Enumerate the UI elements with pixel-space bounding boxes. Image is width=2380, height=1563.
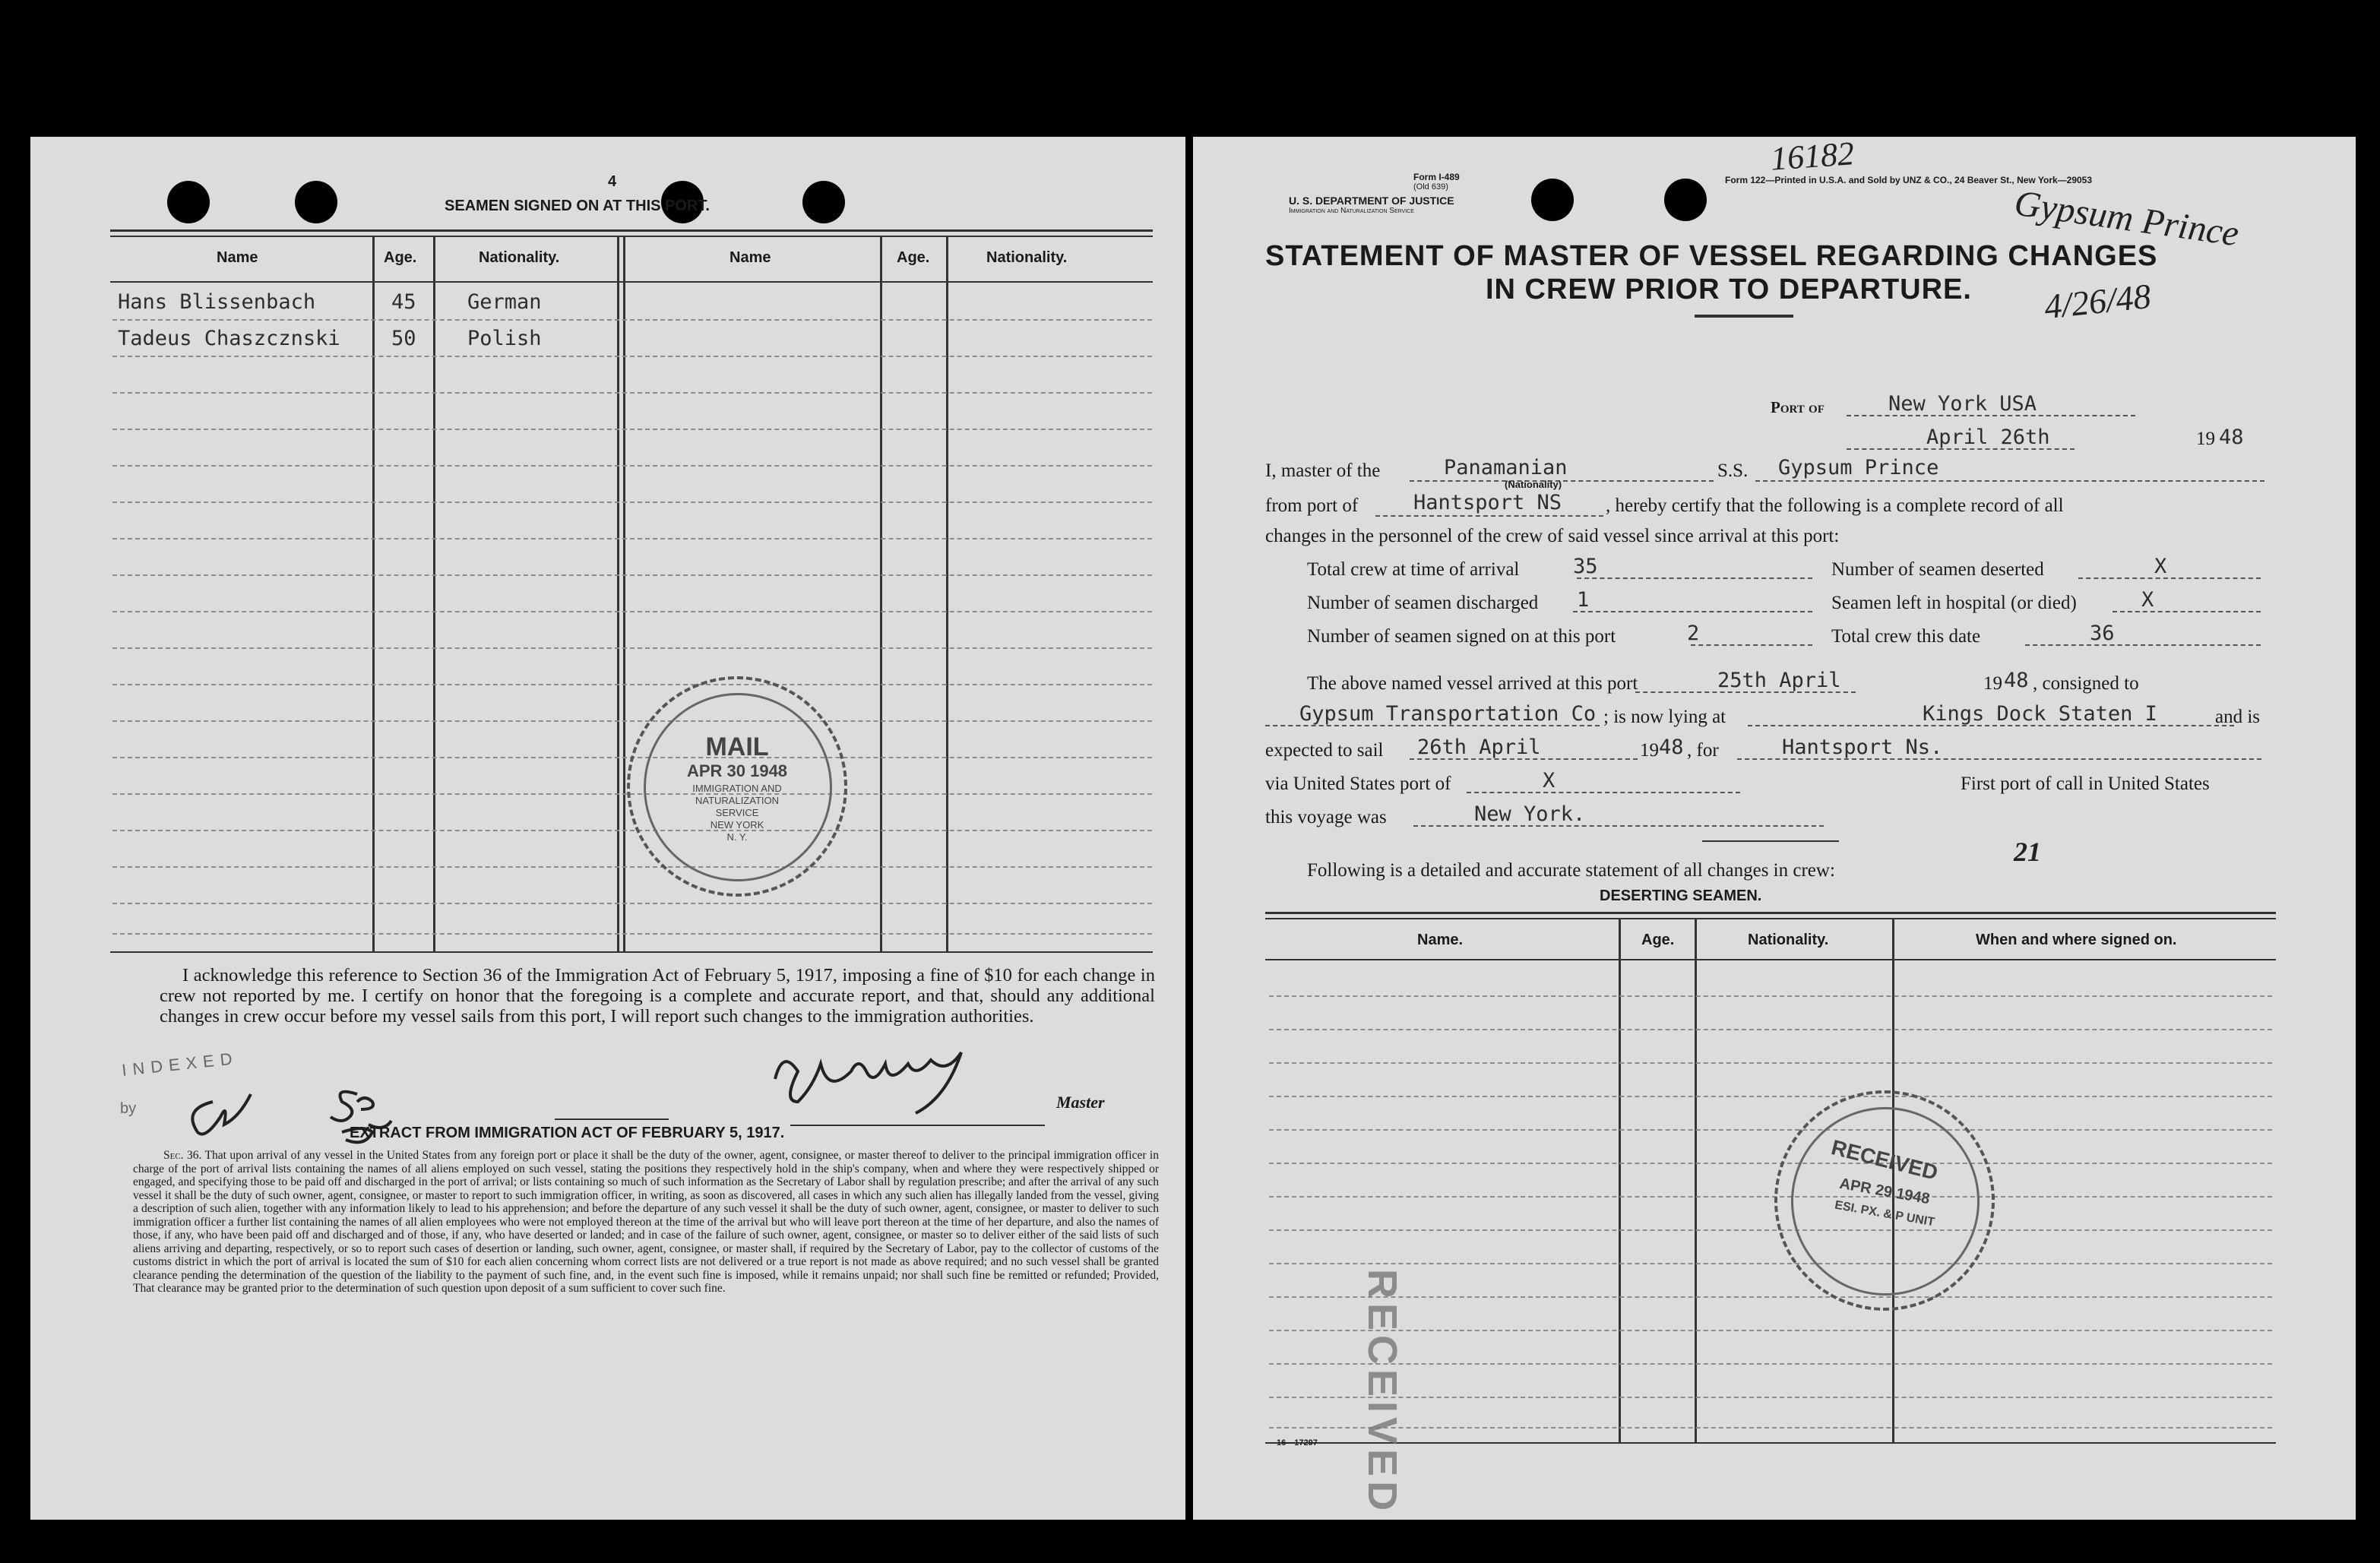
indexed-by-label: by bbox=[120, 1100, 137, 1117]
vessel-line bbox=[1755, 480, 2264, 482]
arrived-year: 48 bbox=[2004, 669, 2029, 692]
lying-value: Kings Dock Staten I bbox=[1923, 702, 2157, 726]
deserting-title: DESERTING SEAMEN. bbox=[1600, 887, 1762, 904]
row-nationality: German bbox=[467, 290, 542, 314]
mail-stamp-date: APR 30 1948 bbox=[686, 761, 788, 780]
for-value: Hantsport Ns. bbox=[1782, 736, 1943, 759]
deserting-col-name: Name. bbox=[1417, 932, 1464, 948]
form-old: (Old 639) bbox=[1413, 182, 1448, 191]
received-stamp-top: RECEIVED bbox=[1828, 1135, 1941, 1185]
received-stamp-unit: ESI. PX. & P UNIT bbox=[1834, 1198, 1936, 1229]
expected-label: expected to sail bbox=[1265, 740, 1384, 761]
row-name: Tadeus Chaszcznski bbox=[118, 327, 340, 350]
via-value: X bbox=[1543, 769, 1556, 793]
mail-stamp-top: MAIL bbox=[705, 732, 769, 761]
stat-value: 36 bbox=[2090, 622, 2115, 645]
stat-value: X bbox=[2141, 588, 2154, 612]
from-port-label: from port of bbox=[1265, 495, 1359, 516]
deserting-bottom-rule bbox=[1265, 1442, 2276, 1444]
deserting-row-rule bbox=[1269, 1196, 2272, 1198]
mail-stamp bbox=[627, 676, 847, 897]
mail-stamp-line: NATURALIZATION bbox=[695, 795, 780, 806]
col-header-name-2: Name bbox=[730, 249, 771, 266]
consignee-value: Gypsum Transportation Co bbox=[1299, 702, 1597, 726]
row-rule bbox=[112, 933, 1152, 935]
acknowledgement-text: I acknowledge this reference to Section 36 of the Immigration Act of February 5, 1917, imposing a fine of $10 for each change in crew not reported by me. I certify on honor that the foregoing is a complete and accurate report, and that, should any additional changes in crew occur before my vessel sails from this port, I will report such changes to the immigration authorities. bbox=[160, 965, 1155, 1027]
col-divider bbox=[623, 236, 625, 953]
title-rule bbox=[1695, 315, 1793, 318]
stat-label: Total crew this date bbox=[1831, 626, 1981, 647]
deserting-row-rule bbox=[1269, 995, 2272, 997]
vessel-prefix: S.S. bbox=[1717, 460, 1749, 481]
mail-stamp-line: N. Y. bbox=[726, 831, 748, 843]
stat-line bbox=[2078, 577, 2261, 579]
printer-note: Form 122—Printed in U.S.A. and Sold by UNZ & CO., 24 Beaver St., New York—29053 bbox=[1725, 175, 2093, 185]
arrived-value: 25th April bbox=[1717, 669, 1841, 692]
lying-label: ; is now lying at bbox=[1603, 707, 1726, 727]
row-name: Hans Blissenbach bbox=[118, 290, 316, 314]
voyage-value: New York. bbox=[1474, 802, 1586, 826]
from-port-value: Hantsport NS bbox=[1413, 491, 1562, 514]
col-divider bbox=[617, 236, 619, 953]
row-rule bbox=[112, 866, 1152, 868]
punch-hole bbox=[1531, 179, 1574, 221]
via-line bbox=[1467, 792, 1740, 793]
row-rule bbox=[112, 684, 1152, 685]
deserting-row-rule bbox=[1269, 1263, 2272, 1264]
deserting-row-rule bbox=[1269, 1062, 2272, 1064]
side-received-stamp: RECEIVED bbox=[1359, 1269, 1405, 1516]
year-prefix: 19 bbox=[2196, 429, 2215, 449]
punch-hole bbox=[167, 181, 210, 223]
row-age: 45 bbox=[391, 290, 416, 314]
row-rule bbox=[112, 903, 1152, 904]
deserting-row-rule bbox=[1269, 1397, 2272, 1398]
stat-value: 2 bbox=[1687, 622, 1700, 645]
header-rule bbox=[110, 281, 1153, 283]
row-rule bbox=[112, 501, 1152, 503]
col-header-nationality-2: Nationality. bbox=[986, 249, 1068, 266]
first-port-label: First port of call in United States bbox=[1961, 774, 2210, 794]
changes-text: changes in the personnel of the crew of said vessel since arrival at this port: bbox=[1265, 526, 1840, 546]
following-text: Following is a detailed and accurate statement of all changes in crew: bbox=[1307, 860, 1835, 881]
deserting-col-when-where: When and where signed on. bbox=[1976, 932, 2177, 948]
from-port-line bbox=[1375, 515, 1603, 517]
port-of-label: Port of bbox=[1771, 398, 1825, 416]
col-divider bbox=[946, 236, 948, 953]
vessel-value: Gypsum Prince bbox=[1778, 456, 1939, 479]
deserting-row-rule bbox=[1269, 1363, 2272, 1365]
deserting-top-rule bbox=[1265, 912, 2276, 914]
table-bottom-rule bbox=[110, 951, 1153, 953]
deserting-row-rule bbox=[1269, 1427, 2272, 1429]
col-header-nationality: Nationality. bbox=[479, 249, 560, 266]
row-rule bbox=[112, 465, 1152, 467]
received-stamp-date: APR 29 1948 bbox=[1838, 1175, 1932, 1208]
year-value: 48 bbox=[2219, 426, 2244, 449]
title-line-2: IN CREW PRIOR TO DEPARTURE. bbox=[1486, 274, 1972, 305]
page-number: 4 bbox=[608, 173, 617, 190]
row-rule bbox=[112, 538, 1152, 539]
master-line bbox=[790, 1125, 1045, 1126]
and-is-label: and is bbox=[2215, 707, 2261, 727]
extract-text bbox=[133, 1149, 1159, 1296]
deserting-row-rule bbox=[1269, 1296, 2272, 1298]
deserting-header-rule bbox=[1265, 959, 2276, 960]
stat-line bbox=[1577, 577, 1812, 579]
table-top-rule bbox=[110, 229, 1153, 232]
port-of-value: New York USA bbox=[1888, 392, 2037, 416]
nationality-value: Panamanian bbox=[1444, 456, 1568, 479]
for-label: , for bbox=[1687, 740, 1719, 761]
date-value: April 26th bbox=[1926, 426, 2050, 449]
extract-title: EXTRACT FROM IMMIGRATION ACT OF FEBRUARY 5, 1917. bbox=[350, 1125, 785, 1141]
stat-value: X bbox=[2154, 555, 2167, 578]
row-rule bbox=[112, 720, 1152, 722]
punch-hole bbox=[802, 181, 845, 223]
arrived-label: The above named vessel arrived at this port bbox=[1307, 673, 1638, 694]
title-line-1: STATEMENT OF MASTER OF VESSEL REGARDING CHANGES bbox=[1265, 240, 2158, 272]
nationality-caption: (Nationality) bbox=[1505, 479, 1562, 490]
deserting-row-rule bbox=[1269, 1029, 2272, 1030]
stat-label: Seamen left in hospital (or died) bbox=[1831, 593, 2077, 613]
col-header-age: Age. bbox=[384, 249, 417, 266]
stat-value: 1 bbox=[1577, 588, 1590, 612]
stat-label: Number of seamen signed on at this port bbox=[1307, 626, 1616, 647]
expected-value: 26th April bbox=[1417, 736, 1541, 759]
row-nationality: Polish bbox=[467, 327, 542, 350]
deserting-row-rule bbox=[1269, 1129, 2272, 1131]
form-label: Form I-489 bbox=[1413, 172, 1460, 182]
deserting-row-rule bbox=[1269, 1229, 2272, 1231]
expected-year-prefix: 19 bbox=[1640, 740, 1659, 761]
master-signature bbox=[760, 1041, 988, 1117]
deserting-row-rule bbox=[1269, 1330, 2272, 1331]
master-of-the-label: I, master of the bbox=[1265, 460, 1381, 481]
certify-text: , hereby certify that the following is a complete record of all bbox=[1606, 495, 2064, 516]
extract-body: That upon arrival of any vessel in the United States from any foreign port or place it shall be the duty of the owner, agent, consignee, or master thereof to deliver to the principal immigration officer in charge of the port of arrival lists containing the names of all aliens employed on such vessel, stating the positions they respectively hold in the ship's company, when and where they were respectively shipped or engaged, and specifying those to be paid off and discharged in the port of arrival; or lists containing so much of such information as the Secretary of Labor shall by regulation prescribe; and after the arrival of any such vessel it shall be the duty of such owner, agent, consignee, or master to report to such immigration officer, in writing, as soon as discovered, all cases in which any such alien has illegally landed from the vessel, giving a description of such alien, together with any information likely to lead to his apprehension; and before the departure of any such vessel it shall be the duty of such owner, agent, consignee, or master to deliver to such immigration officer a further list containing the names of all alien employees who were not employed thereon at the time of the arrival but who will leave port thereon at the time of her departure, and also the names of those, if any, who have been paid off and discharged and of those, if any, who have deserted or landed; and in case of the failure of such owner, agent, consignee, or master so to deliver either of the said lists of such aliens arriving and departing, respectively, or so to report such cases of desertion or landing, such owner, agent, consignee, or master shall, if required by the Secretary of Labor, pay to the collector of customs of the customs district in which the port of arrival is located the sum of $10 for each alien concerning whom correct lists are not delivered or a true report is not made as above required; and no such vessel shall be granted clearance pending the determination of the question of the liability to the payment of such fine, and, in the event such fine is imposed, while it remains unpaid; nor shall such fine be remitted or refunded; Provided, That clearance may be granted prior to the determination of such question upon deposit of a sum sufficient to cover such fine. bbox=[133, 1149, 1159, 1295]
mail-stamp-line: IMMIGRATION AND bbox=[692, 783, 782, 794]
col-divider bbox=[433, 236, 435, 953]
footer-code: 16—17297 bbox=[1277, 1438, 1318, 1448]
right-page bbox=[1193, 134, 2356, 1520]
deserting-row-rule bbox=[1269, 1096, 2272, 1097]
punch-hole bbox=[1664, 179, 1707, 221]
handwritten-vessel: Gypsum Prince bbox=[2011, 182, 2242, 255]
row-age: 50 bbox=[391, 327, 416, 350]
master-label: Master bbox=[1056, 1093, 1105, 1112]
deserting-top-rule-2 bbox=[1265, 918, 2276, 919]
deserting-row-rule bbox=[1269, 1163, 2272, 1164]
col-divider bbox=[880, 236, 882, 953]
stat-line bbox=[1691, 644, 1812, 646]
row-rule bbox=[112, 647, 1152, 649]
received-stamp bbox=[1774, 1090, 1995, 1311]
row-rule bbox=[112, 319, 1152, 321]
row-rule bbox=[112, 429, 1152, 430]
signed-on-title: SEAMEN SIGNED ON AT THIS PORT. bbox=[445, 198, 710, 214]
row-rule bbox=[112, 392, 1152, 394]
stat-value: 35 bbox=[1573, 555, 1598, 578]
consigned-label: , consigned to bbox=[2033, 673, 2139, 694]
mail-stamp-line: NEW YORK bbox=[710, 819, 764, 831]
stat-line bbox=[1573, 611, 1812, 612]
stat-line bbox=[2025, 644, 2261, 646]
deserting-col-age: Age. bbox=[1641, 932, 1675, 948]
stat-label: Total crew at time of arrival bbox=[1307, 559, 1520, 580]
deserting-col-nationality: Nationality. bbox=[1748, 932, 1829, 948]
department: U. S. DEPARTMENT OF JUSTICE bbox=[1289, 195, 1454, 207]
indexed-stamp: INDEXED bbox=[121, 1049, 239, 1080]
handwritten-21: 21 bbox=[2014, 837, 2041, 867]
signature-line bbox=[555, 1118, 669, 1120]
col-divider bbox=[372, 236, 375, 953]
row-rule bbox=[112, 356, 1152, 357]
col-header-name: Name bbox=[217, 249, 258, 266]
service: Immigration and Naturalization Service bbox=[1289, 207, 1414, 215]
extract-section: Sec. 36. bbox=[163, 1149, 202, 1162]
table-top-rule-2 bbox=[110, 236, 1153, 237]
arrived-year-prefix: 19 bbox=[1983, 673, 2002, 694]
stat-label: Number of seamen deserted bbox=[1831, 559, 2044, 580]
stat-label: Number of seamen discharged bbox=[1307, 593, 1539, 613]
row-rule bbox=[112, 611, 1152, 612]
voyage-label: this voyage was bbox=[1265, 807, 1387, 827]
handwritten-file-number: 16182 bbox=[1769, 134, 1856, 178]
stat-line bbox=[2113, 611, 2261, 612]
handwritten-date: 4/26/48 bbox=[2042, 276, 2153, 327]
punch-hole bbox=[295, 181, 337, 223]
row-rule bbox=[112, 574, 1152, 576]
expected-year: 48 bbox=[1659, 736, 1684, 759]
left-page bbox=[30, 137, 1185, 1520]
via-label: via United States port of bbox=[1265, 774, 1451, 794]
short-rule bbox=[1702, 840, 1839, 842]
mail-stamp-line: SERVICE bbox=[715, 807, 759, 818]
col-header-age-2: Age. bbox=[897, 249, 930, 266]
